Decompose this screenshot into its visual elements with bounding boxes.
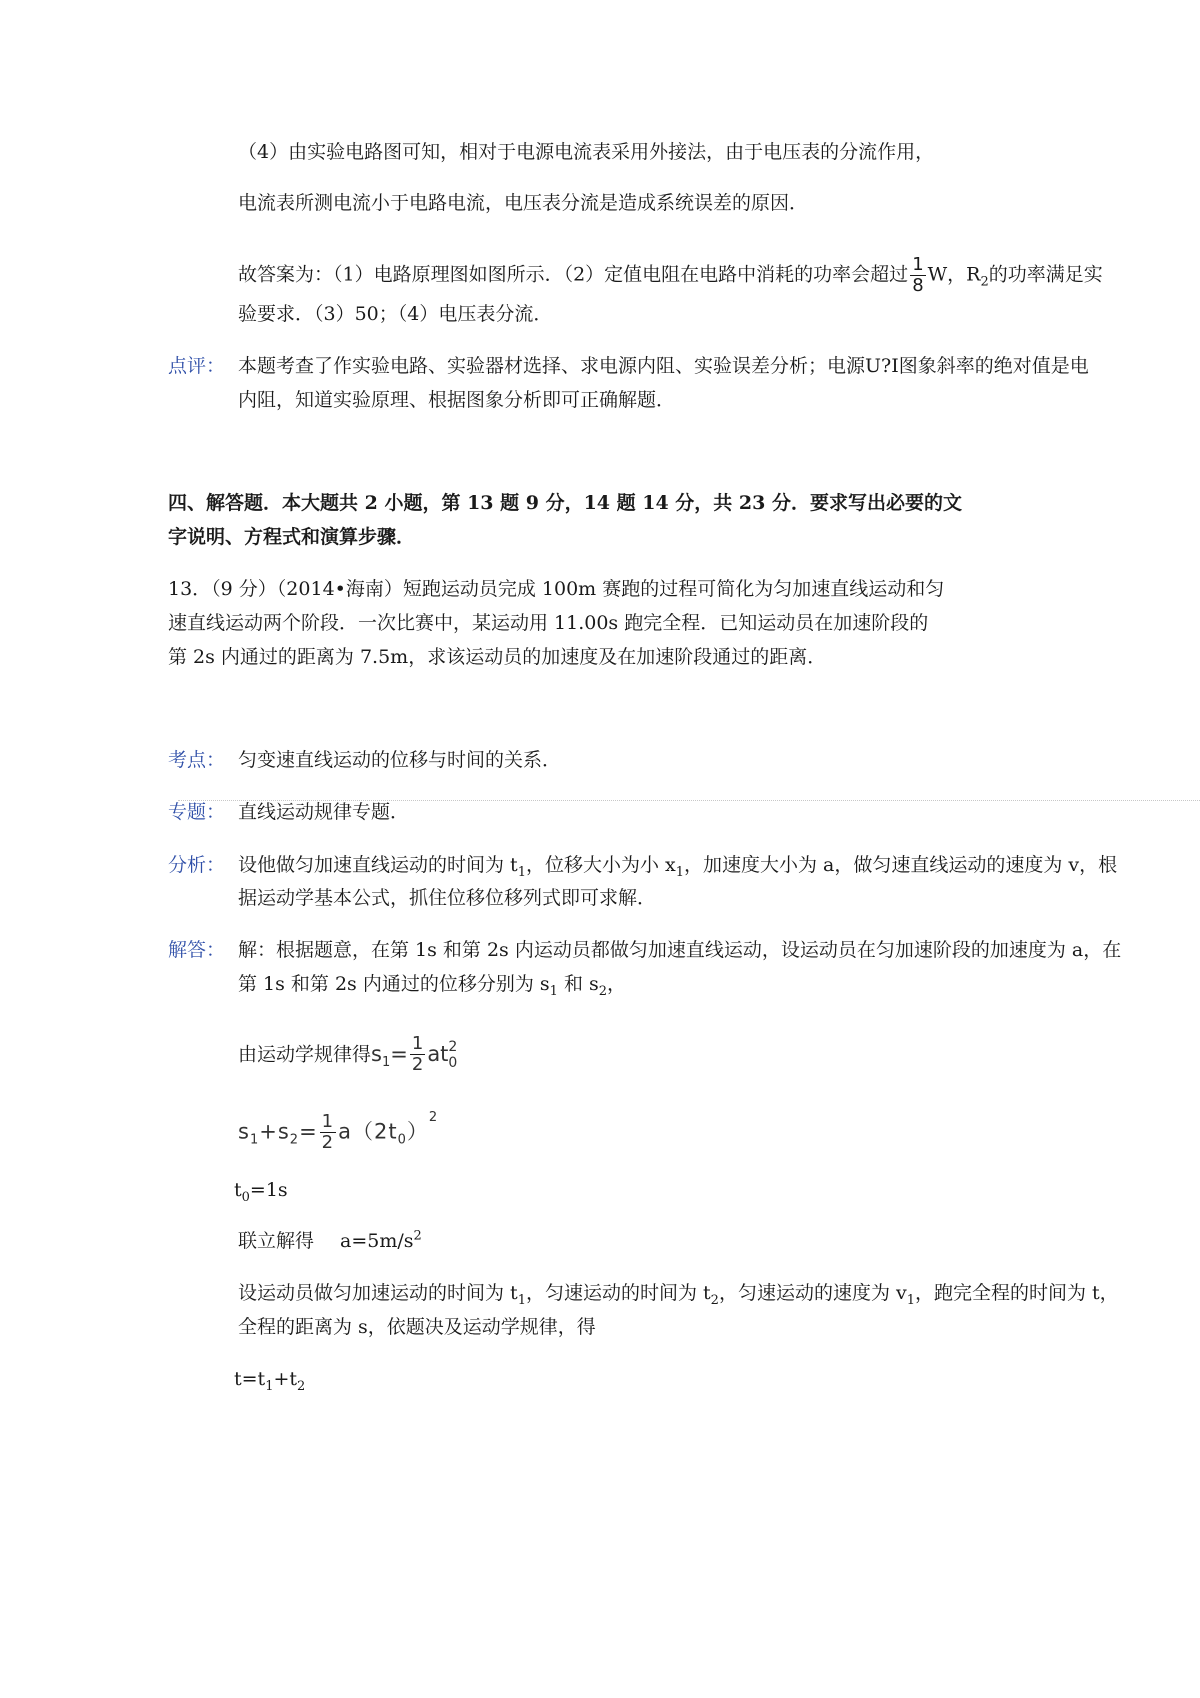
question13-line3: 第 2s 内通过的距离为 7.5m，求该运动员的加速度及在加速阶段通过的距离． — [168, 646, 827, 668]
zhuanti-text: 直线运动规律专题． — [238, 801, 410, 823]
section4-heading-line2: 字说明、方程式和演算步骤． — [168, 526, 416, 548]
fraction-half-2: $\frac{1}{2}$ — [321, 1111, 335, 1153]
time-sum-equation: $t=t_1+t_2$ — [234, 1368, 306, 1394]
fraction-one-eighth: $\frac{1}{8}$ — [912, 254, 924, 296]
fraction-half: $\frac{1}{2}$ — [411, 1033, 424, 1075]
comment-line2: 内阻，知道实验原理、根据图象分析即可正确解题． — [238, 389, 676, 411]
answer-line1: 故答案为：（1）电路原理图如图所示．（2）定值电阻在电路中消耗的功率会超过 $\frac{1}{8}$ W，$R_2$的功率满足实 — [238, 254, 1103, 296]
question13-line2: 速直线运动两个阶段．一次比赛中，某运动用 11.00s 跑完全程．已知运动员在加速阶段的 — [168, 612, 929, 634]
section4-heading-line1: 四、解答题．本大题共 2 小题，第 13 题 9 分，14 题 14 分，共 23 分．要求写出必要的文 — [168, 492, 962, 514]
solution-part4-line1: （4）由实验电路图可知，相对于电源电流表采用外接法，由于电压表的分流作用， — [238, 141, 935, 163]
kaodian-label: 考点： — [168, 749, 226, 771]
comment-label: 点评： — [168, 355, 226, 377]
solution-part4-line2: 电流表所测电流小于电路电流，电压表分流是造成系统误差的原因． — [238, 192, 809, 214]
question13-line1: 13．（9 分）（2014•海南）短跑运动员完成 100m 赛跑的过程可简化为匀加速直线运动和匀 — [168, 578, 945, 600]
solve-acceleration: 联立解得 $a=5m/s^2$ — [238, 1228, 422, 1252]
equation1: 由运动学规律得$s_1=$ $\frac{1}{2}$ at 2 0 — [238, 1033, 458, 1075]
fenxi-line1: 设他做匀加速直线运动的时间为 $t_1$，位移大小为小 $x_1$，加速度大小为 a，做匀速直线运动的速度为 v，根 — [238, 854, 1118, 880]
comment-line1: 本题考查了作实验电路、实验器材选择、求电源内阻、实验误差分析；电源U?I图象斜率的绝对值是电 — [238, 355, 1089, 377]
fenxi-line2: 据运动学基本公式，抓住位移位移列式即可求解． — [238, 887, 657, 909]
equation2: $s_1+s_2=$ $\frac{1}{2}$ $a(2t_0)^2$ — [238, 1109, 439, 1153]
jieda-label: 解答： — [168, 939, 226, 961]
jieda-line8: 全程的距离为 s，依题决及运动学规律，得 — [238, 1316, 596, 1338]
jieda-line7: 设运动员做匀加速运动的时间为 $t_1$，匀速运动的时间为 $t_2$，匀速运动的速度为 $v_1$，跑完全程的时间为 t， — [238, 1282, 1119, 1308]
jieda-line2: 第 1s 和第 2s 内通过的位移分别为 $s_1$ 和 $s_2$， — [238, 973, 627, 999]
zhuanti-label: 专题： — [168, 801, 226, 823]
answer-line2: 验要求．（3）50；（4）电压表分流． — [238, 303, 553, 325]
t0-result: $t_0=1s$ — [234, 1179, 288, 1205]
jieda-line1: 解：根据题意，在第 1s 和第 2s 内运动员都做匀加速直线运动，设运动员在匀加速阶段的加速度为 a，在 — [238, 939, 1122, 961]
kaodian-text: 匀变速直线运动的位移与时间的关系． — [238, 749, 562, 771]
fenxi-label: 分析： — [168, 854, 226, 876]
